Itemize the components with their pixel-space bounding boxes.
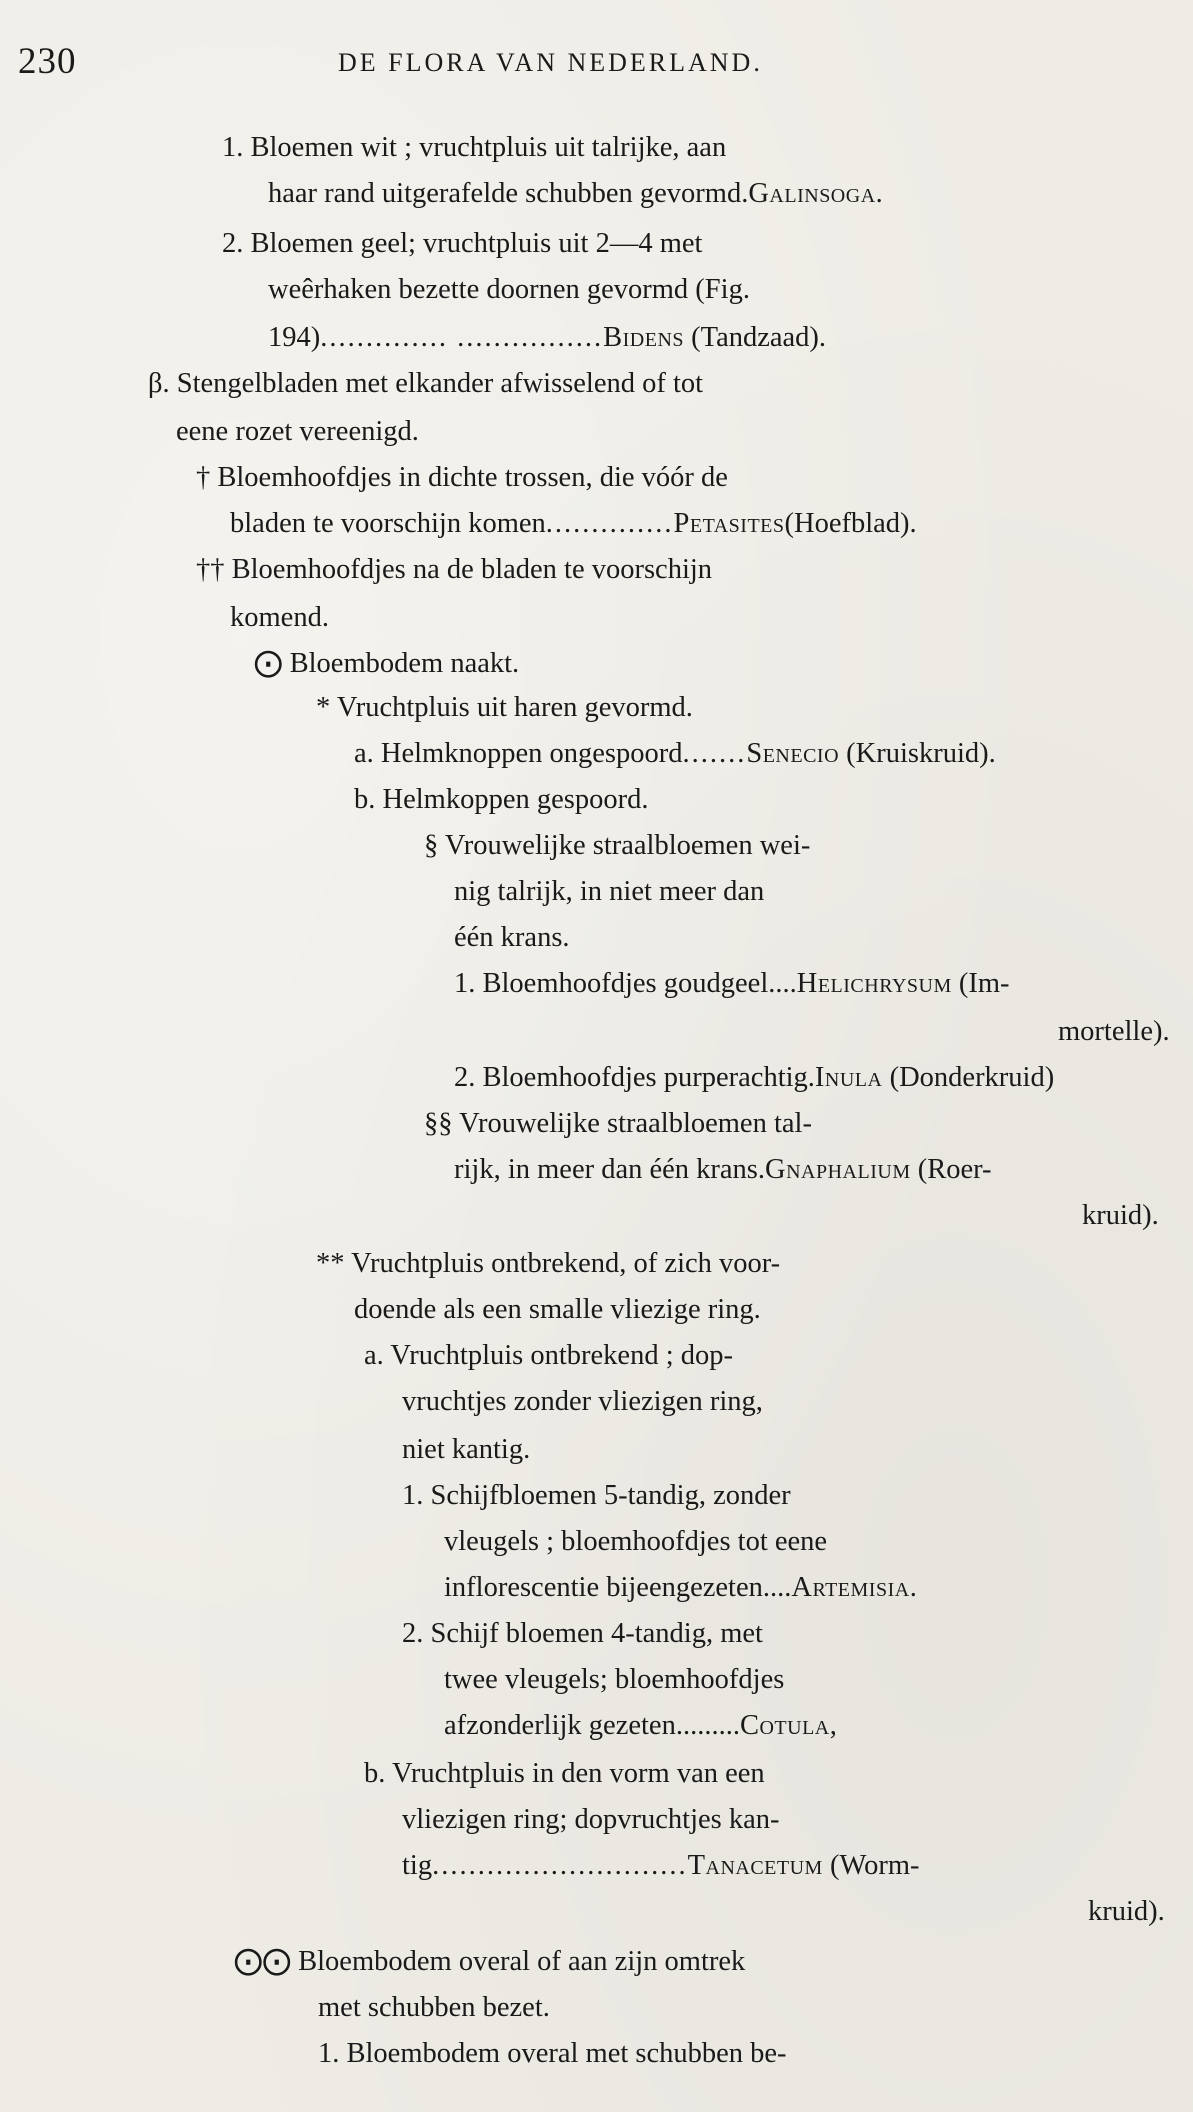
key-line: b. Helmkoppen gespoord. — [354, 784, 649, 815]
key-line: één krans. — [454, 922, 570, 953]
key-line: vliezigen ring; dopvruchtjes kan- — [402, 1804, 780, 1835]
key-line: komend. — [230, 602, 329, 633]
key-line: 1. Bloemen wit ; vruchtpluis uit talrijke, aan — [222, 132, 727, 163]
running-head: DE FLORA VAN NEDERLAND. — [338, 48, 763, 77]
key-line: eene rozet vereenigd. — [176, 416, 419, 447]
key-line: doende als een smalle vliezige ring. — [354, 1294, 761, 1325]
genus-name: Helichrysum — [796, 968, 952, 999]
genus-name: Bidens — [603, 322, 685, 353]
key-line: §§ Vrouwelijke straalbloemen tal- — [424, 1108, 812, 1139]
key-line: β. Stengelbladen met elkander afwisselend of tot — [148, 368, 704, 399]
key-line: 2. Bloemhoofdjes purperachtig.Inula (Donderkruid) — [454, 1062, 1055, 1093]
key-line: * Vruchtpluis uit haren gevormd. — [316, 692, 693, 723]
genus-name: Tanacetum — [687, 1850, 823, 1881]
key-line: met schubben bezet. — [318, 1992, 550, 2023]
key-line: †† Bloemhoofdjes na de bladen te voorschijn — [196, 554, 713, 585]
key-line: niet kantig. — [402, 1434, 531, 1465]
key-line: ** Vruchtpluis ontbrekend, of zich voor- — [316, 1248, 781, 1279]
key-line: mortelle). — [1058, 1016, 1170, 1047]
page-header — [18, 40, 1178, 84]
key-line: ⨀⨀ Bloembodem overal of aan zijn omtrek — [234, 1946, 746, 1977]
genus-name: Galinsoga. — [748, 178, 884, 209]
key-line: bladen te voorschijn komen..............Petasites(Hoefblad). — [230, 508, 917, 539]
key-line: 2. Schijf bloemen 4-tandig, met — [402, 1618, 763, 1649]
key-line: a. Vruchtpluis ontbrekend ; dop- — [364, 1340, 733, 1371]
key-line: afzonderlijk gezeten.........Cotula, — [444, 1710, 838, 1741]
genus-name: Inula — [814, 1062, 883, 1093]
key-line: 1. Schijfbloemen 5-tandig, zonder — [402, 1480, 791, 1511]
key-line: vleugels ; bloemhoofdjes tot eene — [444, 1526, 828, 1557]
key-line: a. Helmknoppen ongespoord.......Senecio (Kruiskruid). — [354, 738, 996, 769]
key-line: 1. Bloemhoofdjes goudgeel....Helichrysum (Im- — [454, 968, 1010, 999]
key-line: rijk, in meer dan één krans.Gnaphalium (Roer- — [454, 1154, 992, 1185]
genus-name: Senecio — [746, 738, 840, 769]
key-line: 2. Bloemen geel; vruchtpluis uit 2—4 met — [222, 228, 703, 259]
genus-name: Petasites — [673, 508, 785, 539]
key-line: 194).............. ................Bidens (Tandzaad). — [268, 322, 827, 353]
key-line: b. Vruchtpluis in den vorm van een — [364, 1758, 765, 1789]
key-line: kruid). — [1082, 1200, 1159, 1231]
key-line: kruid). — [1088, 1896, 1165, 1927]
genus-name: Cotula, — [739, 1710, 838, 1741]
key-line: vruchtjes zonder vliezigen ring, — [402, 1386, 763, 1417]
key-line: nig talrijk, in niet meer dan — [454, 876, 765, 907]
genus-name: Artemisia. — [791, 1572, 918, 1603]
key-line: ⨀ Bloembodem naakt. — [254, 648, 520, 679]
key-line: † Bloemhoofdjes in dichte trossen, die vóór de — [196, 462, 728, 493]
key-line: tig............................Tanacetum (Worm- — [402, 1850, 920, 1881]
key-line: § Vrouwelijke straalbloemen wei- — [424, 830, 811, 861]
key-line: weêrhaken bezette doornen gevormd (Fig. — [268, 274, 750, 305]
genus-name: Gnaphalium — [765, 1154, 911, 1185]
page-number: 230 — [18, 41, 77, 82]
key-line: inflorescentie bijeengezeten....Artemisia. — [444, 1572, 918, 1603]
key-line: haar rand uitgerafelde schubben gevormd.Galinsoga. — [268, 178, 884, 209]
key-line: 1. Bloembodem overal met schubben be- — [318, 2038, 787, 2069]
key-line: twee vleugels; bloemhoofdjes — [444, 1664, 785, 1695]
